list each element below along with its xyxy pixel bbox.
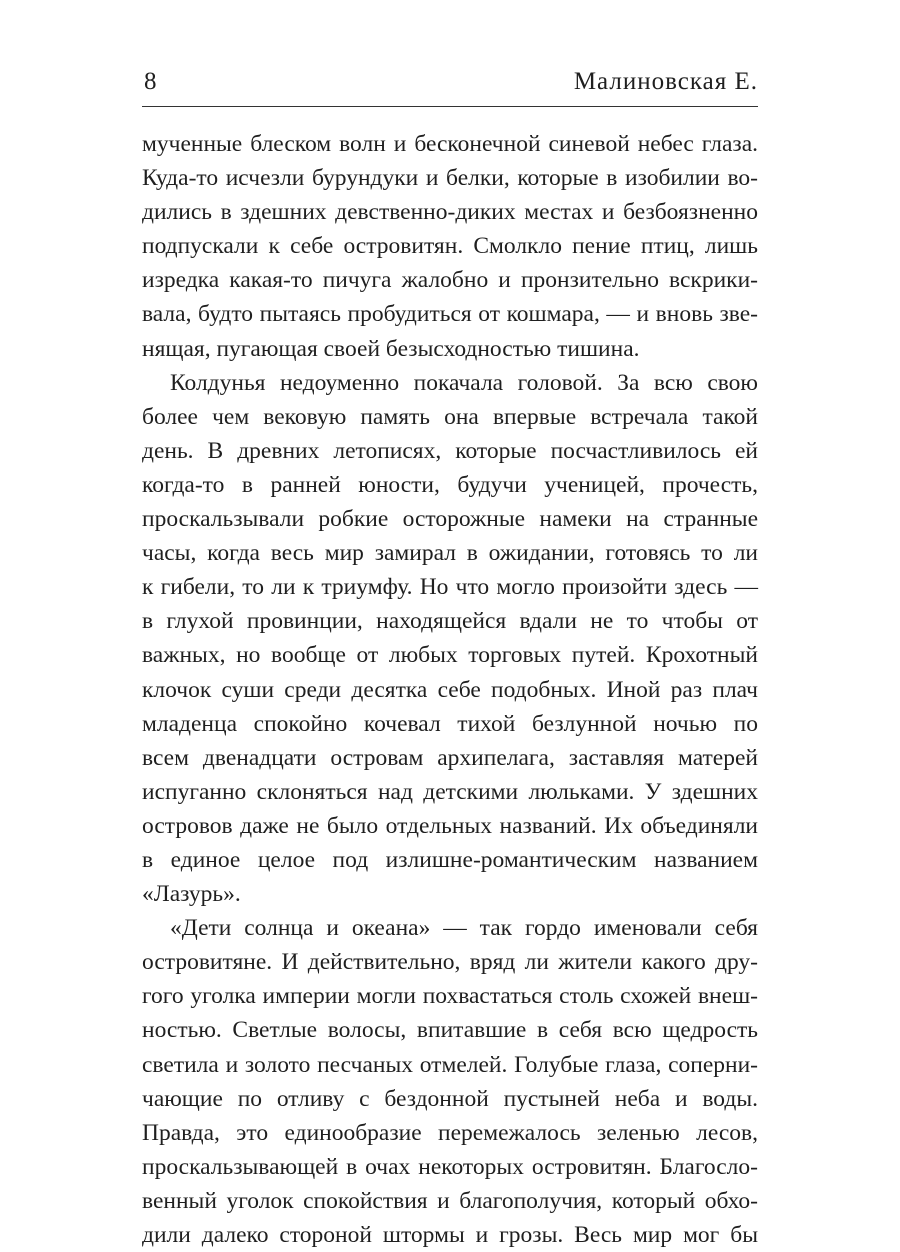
text-line: более чем вековую память она впервые встречала такой <box>142 403 758 430</box>
text-line: в глухой провинции, находящейся вдали не то чтобы от <box>142 608 758 635</box>
text-line: проскальзывали робкие осторожные намеки на странные <box>142 506 758 533</box>
text-line: к гибели, то ли к триумфу. Но что могло произойти здесь — <box>142 574 758 601</box>
text-line: «Дети солнца и океана» — так гордо именовали себя <box>170 915 758 942</box>
running-title: Малиновская Е. <box>573 68 758 95</box>
text-line: в единое целое под излишне-романтическим названием <box>142 846 758 873</box>
text-line: светила и золото песчаных отмелей. Голубые глаза, соперни- <box>142 1051 758 1078</box>
text-line: изредка какая-то пичуга жалобно и пронзительно вскрики- <box>142 267 758 294</box>
body-text <box>142 127 758 1252</box>
text-line: венный уголок спокойствия и благополучия, который обхо- <box>142 1187 758 1214</box>
text-line: младенца спокойно кочевал тихой безлунной ночью по <box>142 710 758 737</box>
text-line: Куда-то исчезли бурундуки и белки, которые в изобилии во- <box>142 165 758 192</box>
text-line: часы, когда весь мир замирал в ожидании, готовясь то ли <box>142 540 758 567</box>
text-line: гого уголка империи могли похвастаться столь схожей внеш- <box>142 983 758 1010</box>
running-header <box>142 58 758 107</box>
paragraph <box>142 127 758 366</box>
text-line: подпускали к себе островитян. Смолкло пение птиц, лишь <box>142 233 758 260</box>
text-line: островов даже не было отдельных названий. Их объединяли <box>142 812 758 839</box>
text-line: островитяне. И действительно, вряд ли жители какого дру- <box>142 949 758 976</box>
paragraph <box>142 911 758 1252</box>
text-line: дили далеко стороной штормы и грозы. Весь мир мог бы <box>142 1222 758 1248</box>
page-number: 8 <box>144 68 157 95</box>
text-line: день. В древних летописях, которые посчастливилось ей <box>142 437 758 464</box>
text-line: ностью. Светлые волосы, впитавшие в себя всю щедрость <box>142 1017 758 1044</box>
text-line: важных, но вообще от любых торговых путей. Крохотный <box>142 642 758 669</box>
text-line: дились в здешних девственно-диких местах и безбоязненно <box>142 199 758 226</box>
text-line: Колдунья недоуменно покачала головой. За всю свою <box>170 369 758 396</box>
text-line: «Лазурь». <box>142 881 241 908</box>
text-line: всем двенадцати островам архипелага, заставляя матерей <box>142 744 758 771</box>
text-line: проскальзывающей в очах некоторых островитян. Благосло- <box>142 1153 758 1180</box>
text-line: мученные блеском волн и бесконечной синевой небес глаза. <box>142 131 758 157</box>
text-line: когда-то в ранней юности, будучи ученицей, прочесть, <box>142 471 758 498</box>
text-line: клочок суши среди десятка себе подобных. Иной раз плач <box>142 676 758 703</box>
text-line: Правда, это единообразие перемежалось зеленью лесов, <box>142 1119 758 1146</box>
text-line: испуганно склоняться над детскими люльками. У здешних <box>142 778 758 805</box>
text-line: чающие по отливу с бездонной пустыней неба и воды. <box>142 1085 758 1112</box>
text-line: вала, будто пытаясь пробудиться от кошмара, — и вновь зве- <box>142 301 758 328</box>
paragraph <box>142 366 758 912</box>
text-line: нящая, пугающая своей безысходностью тишина. <box>142 335 640 362</box>
